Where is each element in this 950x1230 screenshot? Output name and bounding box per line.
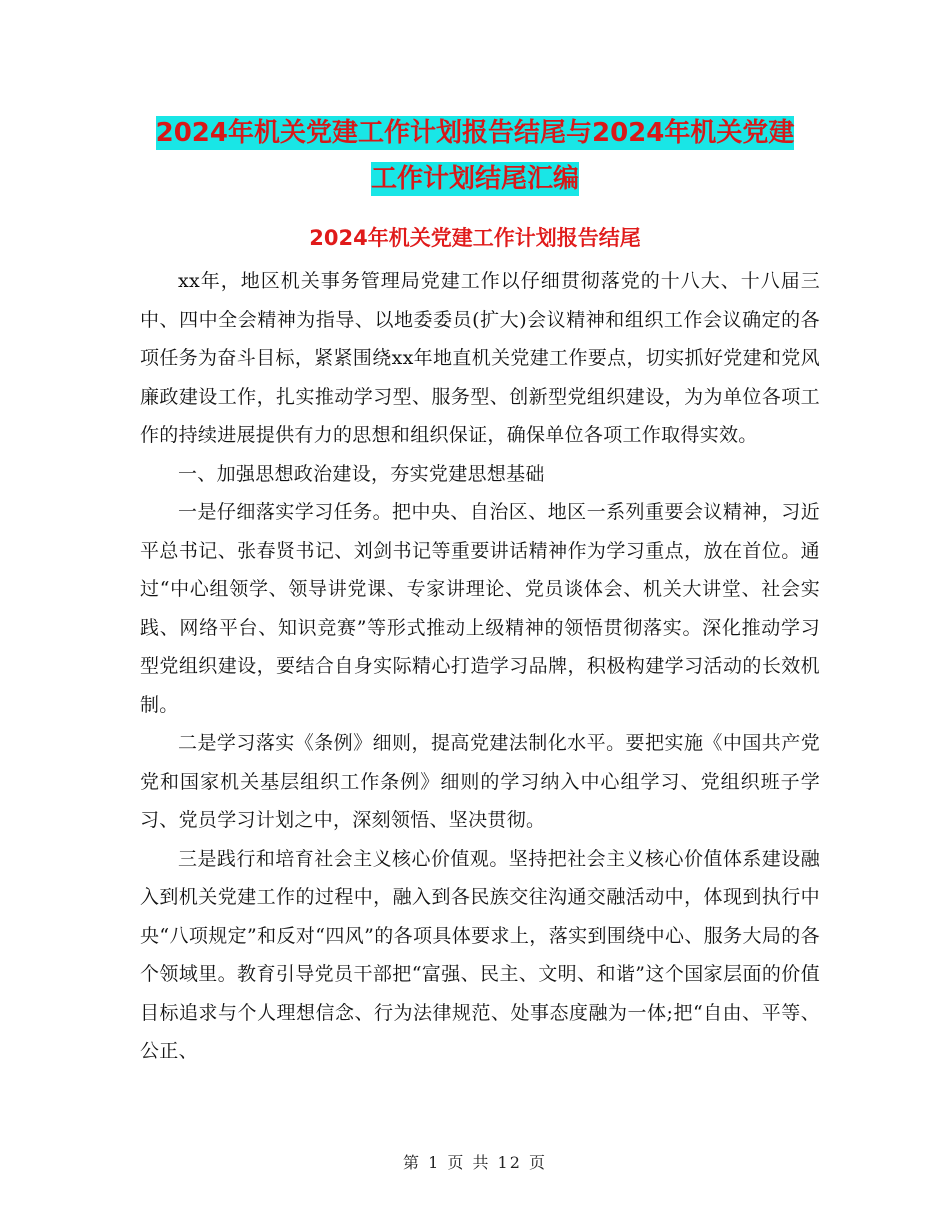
paragraph-regulations: 二是学习落实《条例》细则，提高党建法制化水平。要把实施《中国共产党党和国家机关基层组织工作条例》细则的学习纳入中心组学习、党组织班子学习、党员学习计划之中，深刻领悟、坚决贯彻。 [140,732,820,831]
paragraph-intro: xx年，地区机关事务管理局党建工作以仔细贯彻落党的十八大、十八届三中、四中全会精神为指导、以地委委员(扩大)会议精神和组织工作会议确定的各项任务为奋斗目标，紧紧围绕xx年地直机关党建工作要点，切实抓好党建和党风廉政建设工作，扎实推动学习型、服务型、创新型党组织建设，为为单位各项工作的持续进展提供有力的思想和组织保证，确保单位各项工作取得实效。 [140,270,820,446]
document-body [140,262,820,1071]
section-title: 2024年机关党建工作计划报告结尾 [309,226,641,250]
paragraph-core-values: 三是践行和培育社会主义核心价值观。坚持把社会主义核心价值体系建设融入到机关党建工作的过程中，融入到各民族交往沟通交融活动中，体现到执行中央“八项规定”和反对“四风”的各项具体要求上，落实到围绕中心、服务大局的各个领域里。教育引导党员干部把“富强、民主、文明、和谐”这个国家层面的价值目标追求与个人理想信念、行为法律规范、处事态度融为一体;把“自由、平等、公正、 [140,847,820,1062]
document-title [0,110,950,202]
page-footer: 第 1 页 共 12 页 [403,1153,547,1172]
title-line-2: 工作计划结尾汇编 [370,164,579,194]
title-line-1: 2024年机关党建工作计划报告结尾与2024年机关党建 [155,118,795,148]
paragraph-study-tasks: 一是仔细落实学习任务。把中央、自治区、地区一系列重要会议精神，习近平总书记、张春贤书记、刘剑书记等重要讲话精神作为学习重点，放在首位。通过“中心组领学、领导讲党课、专家讲理论、党员谈体会、机关大讲堂、社会实践、网络平台、知识竞赛”等形式推动上级精神的领悟贯彻落实。深化推动学习型党组织建设，要结合自身实际精心打造学习品牌，积极构建学习活动的长效机制。 [140,501,820,716]
paragraph-heading-1: 一、加强思想政治建设，夯实党建思想基础 [178,462,545,485]
